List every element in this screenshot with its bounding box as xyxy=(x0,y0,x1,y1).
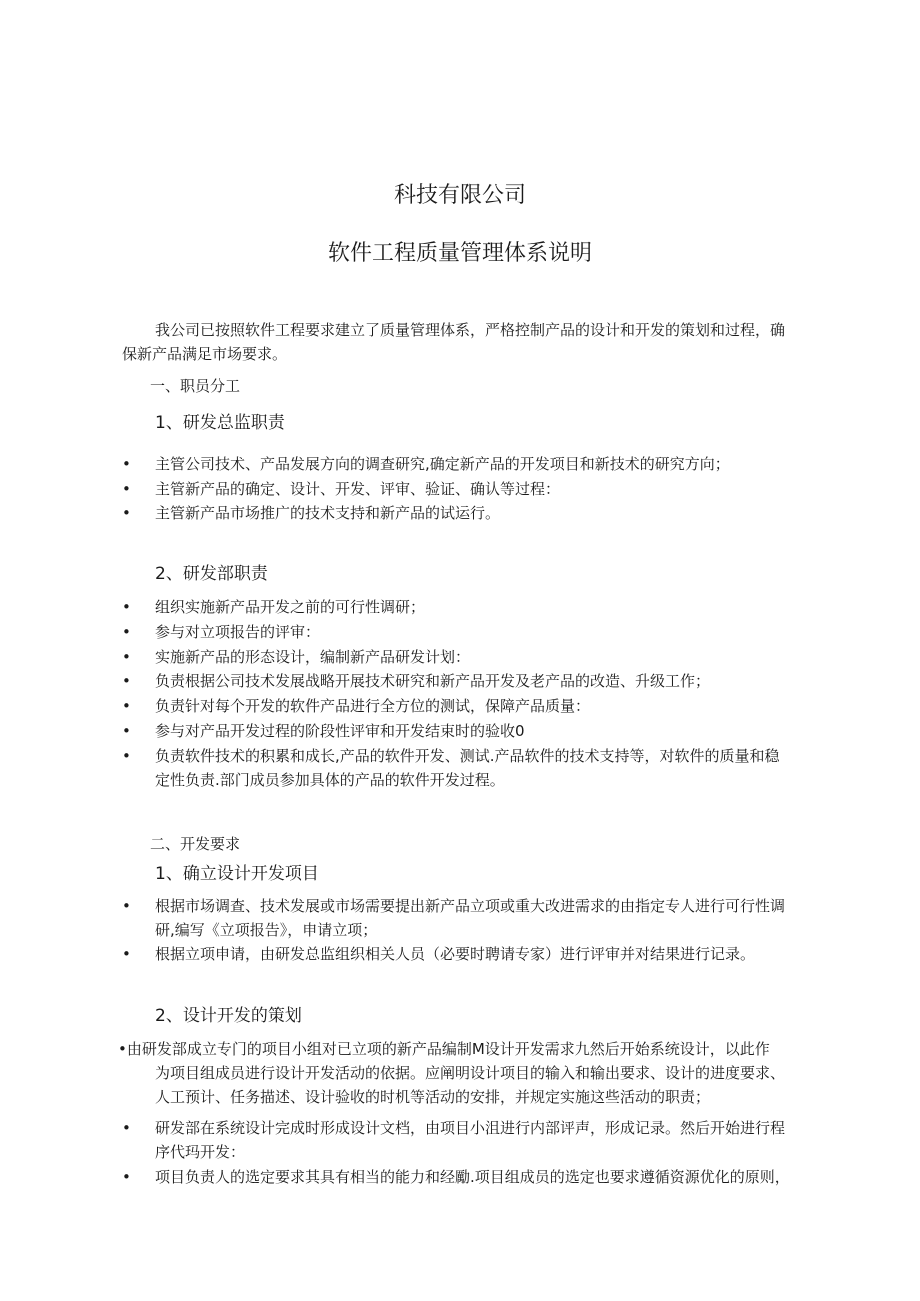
subsection-heading: 2、设计开发的策划 xyxy=(155,1006,302,1026)
bullet-icon: • xyxy=(122,504,131,522)
list-item-continuation: 定性负责.部门成员参加具体的产品的软件开发过程。 xyxy=(155,771,505,789)
list-item: 根据市场调查、技术发展或市场需要提出新产品立项或重大改进需求的由指定专人进行可行性调 xyxy=(155,897,786,915)
list-item: 根据立项申请，由研发总监组织相关人员（必要时聘请专家）进行评审并对结果进行记录。 xyxy=(155,945,756,963)
subsection-heading: 1、研发总监职责 xyxy=(155,413,285,433)
bullet-icon: • xyxy=(122,945,131,963)
list-item: 组织实施新产品开发之前的可行性调研； xyxy=(155,598,426,616)
company-title: 科技有限公司 xyxy=(393,183,526,208)
list-item: 项目负责人的选定要求其具有相当的能力和经勵.项目组成员的选定也要求遵循资源优化的原则， xyxy=(155,1168,790,1186)
bullet-icon: • xyxy=(122,480,131,498)
bullet-icon: • xyxy=(122,722,131,740)
bullet-icon: • xyxy=(122,648,131,666)
list-item-continuation: 研,编写《立项报告》，申请立项； xyxy=(155,921,378,939)
list-item-continuation: 为项目组成员进行设计开发活动的依据。应阐明设计项目的输入和输出要求、设计的进度要求、 xyxy=(155,1064,786,1082)
section-heading: 一、职员分工 xyxy=(150,377,241,395)
list-item: 实施新产品的形态设计，编制新产品研发计划： xyxy=(155,648,471,666)
bullet-icon: • xyxy=(122,897,131,915)
list-item: 研发部在系统设计完成时形成设计文档，由项目小沮进行内部评声，形成记录。然后开始进行程 xyxy=(155,1119,786,1137)
bullet-icon: • xyxy=(122,697,131,715)
list-item: 主管新产品市场推广的技术支持和新产品的试运行。 xyxy=(155,504,501,522)
list-item: 负责针对每个开发的软件产品进行全方位的测试，保障产品质量： xyxy=(155,697,591,715)
list-item: •由研发部成立专门的项目小组对已立项的新产品编制M设计开发需求九然后开始系统设计，以此作 xyxy=(118,1040,770,1058)
intro-line-2: 保新产品满足市场要求。 xyxy=(122,345,288,363)
list-item: 主管新产品的确定、设计、开发、评审、验证、确认等过程： xyxy=(155,480,561,498)
list-item-continuation: 人工预计、任务描述、设计验收的时机等活动的安排，并规定实施这些活动的职责； xyxy=(155,1088,711,1106)
bullet-icon: • xyxy=(122,747,131,765)
bullet-icon: • xyxy=(122,1119,131,1137)
list-item: 主管公司技术、产品发展方向的调查研究,确定新产品的开发项目和新技术的研究方向； xyxy=(155,455,730,473)
bullet-icon: • xyxy=(122,623,131,641)
list-item: 参与对产品开发过程的阶段性评审和开发结束时的验收0 xyxy=(155,722,525,740)
subsection-heading: 2、研发部职责 xyxy=(155,564,268,584)
bullet-icon: • xyxy=(122,1168,131,1186)
subsection-heading: 1、确立设计开发项目 xyxy=(155,864,319,884)
document-title: 软件工程质量管理体系说明 xyxy=(327,241,592,266)
list-item: 负责软件技术的积累和成长,产品的软件开发、测试.产品软件的技术支持等，对软件的质量和稳 xyxy=(155,747,780,765)
list-item-continuation: 序代玛开发： xyxy=(155,1143,246,1161)
intro-line-1: 我公司已按照软件工程要求建立了质量管理体系，严格控制产品的设计和开发的策划和过程，确 xyxy=(155,321,786,339)
list-item: 负责根据公司技术发展战略开展技术研究和新产品开发及老产品的改造、升级工作； xyxy=(155,672,711,690)
bullet-icon: • xyxy=(122,672,131,690)
bullet-icon: • xyxy=(122,455,131,473)
list-item: 参与对立项报告的评审： xyxy=(155,623,321,641)
section-heading: 二、开发要求 xyxy=(150,835,241,853)
bullet-icon: • xyxy=(122,598,131,616)
